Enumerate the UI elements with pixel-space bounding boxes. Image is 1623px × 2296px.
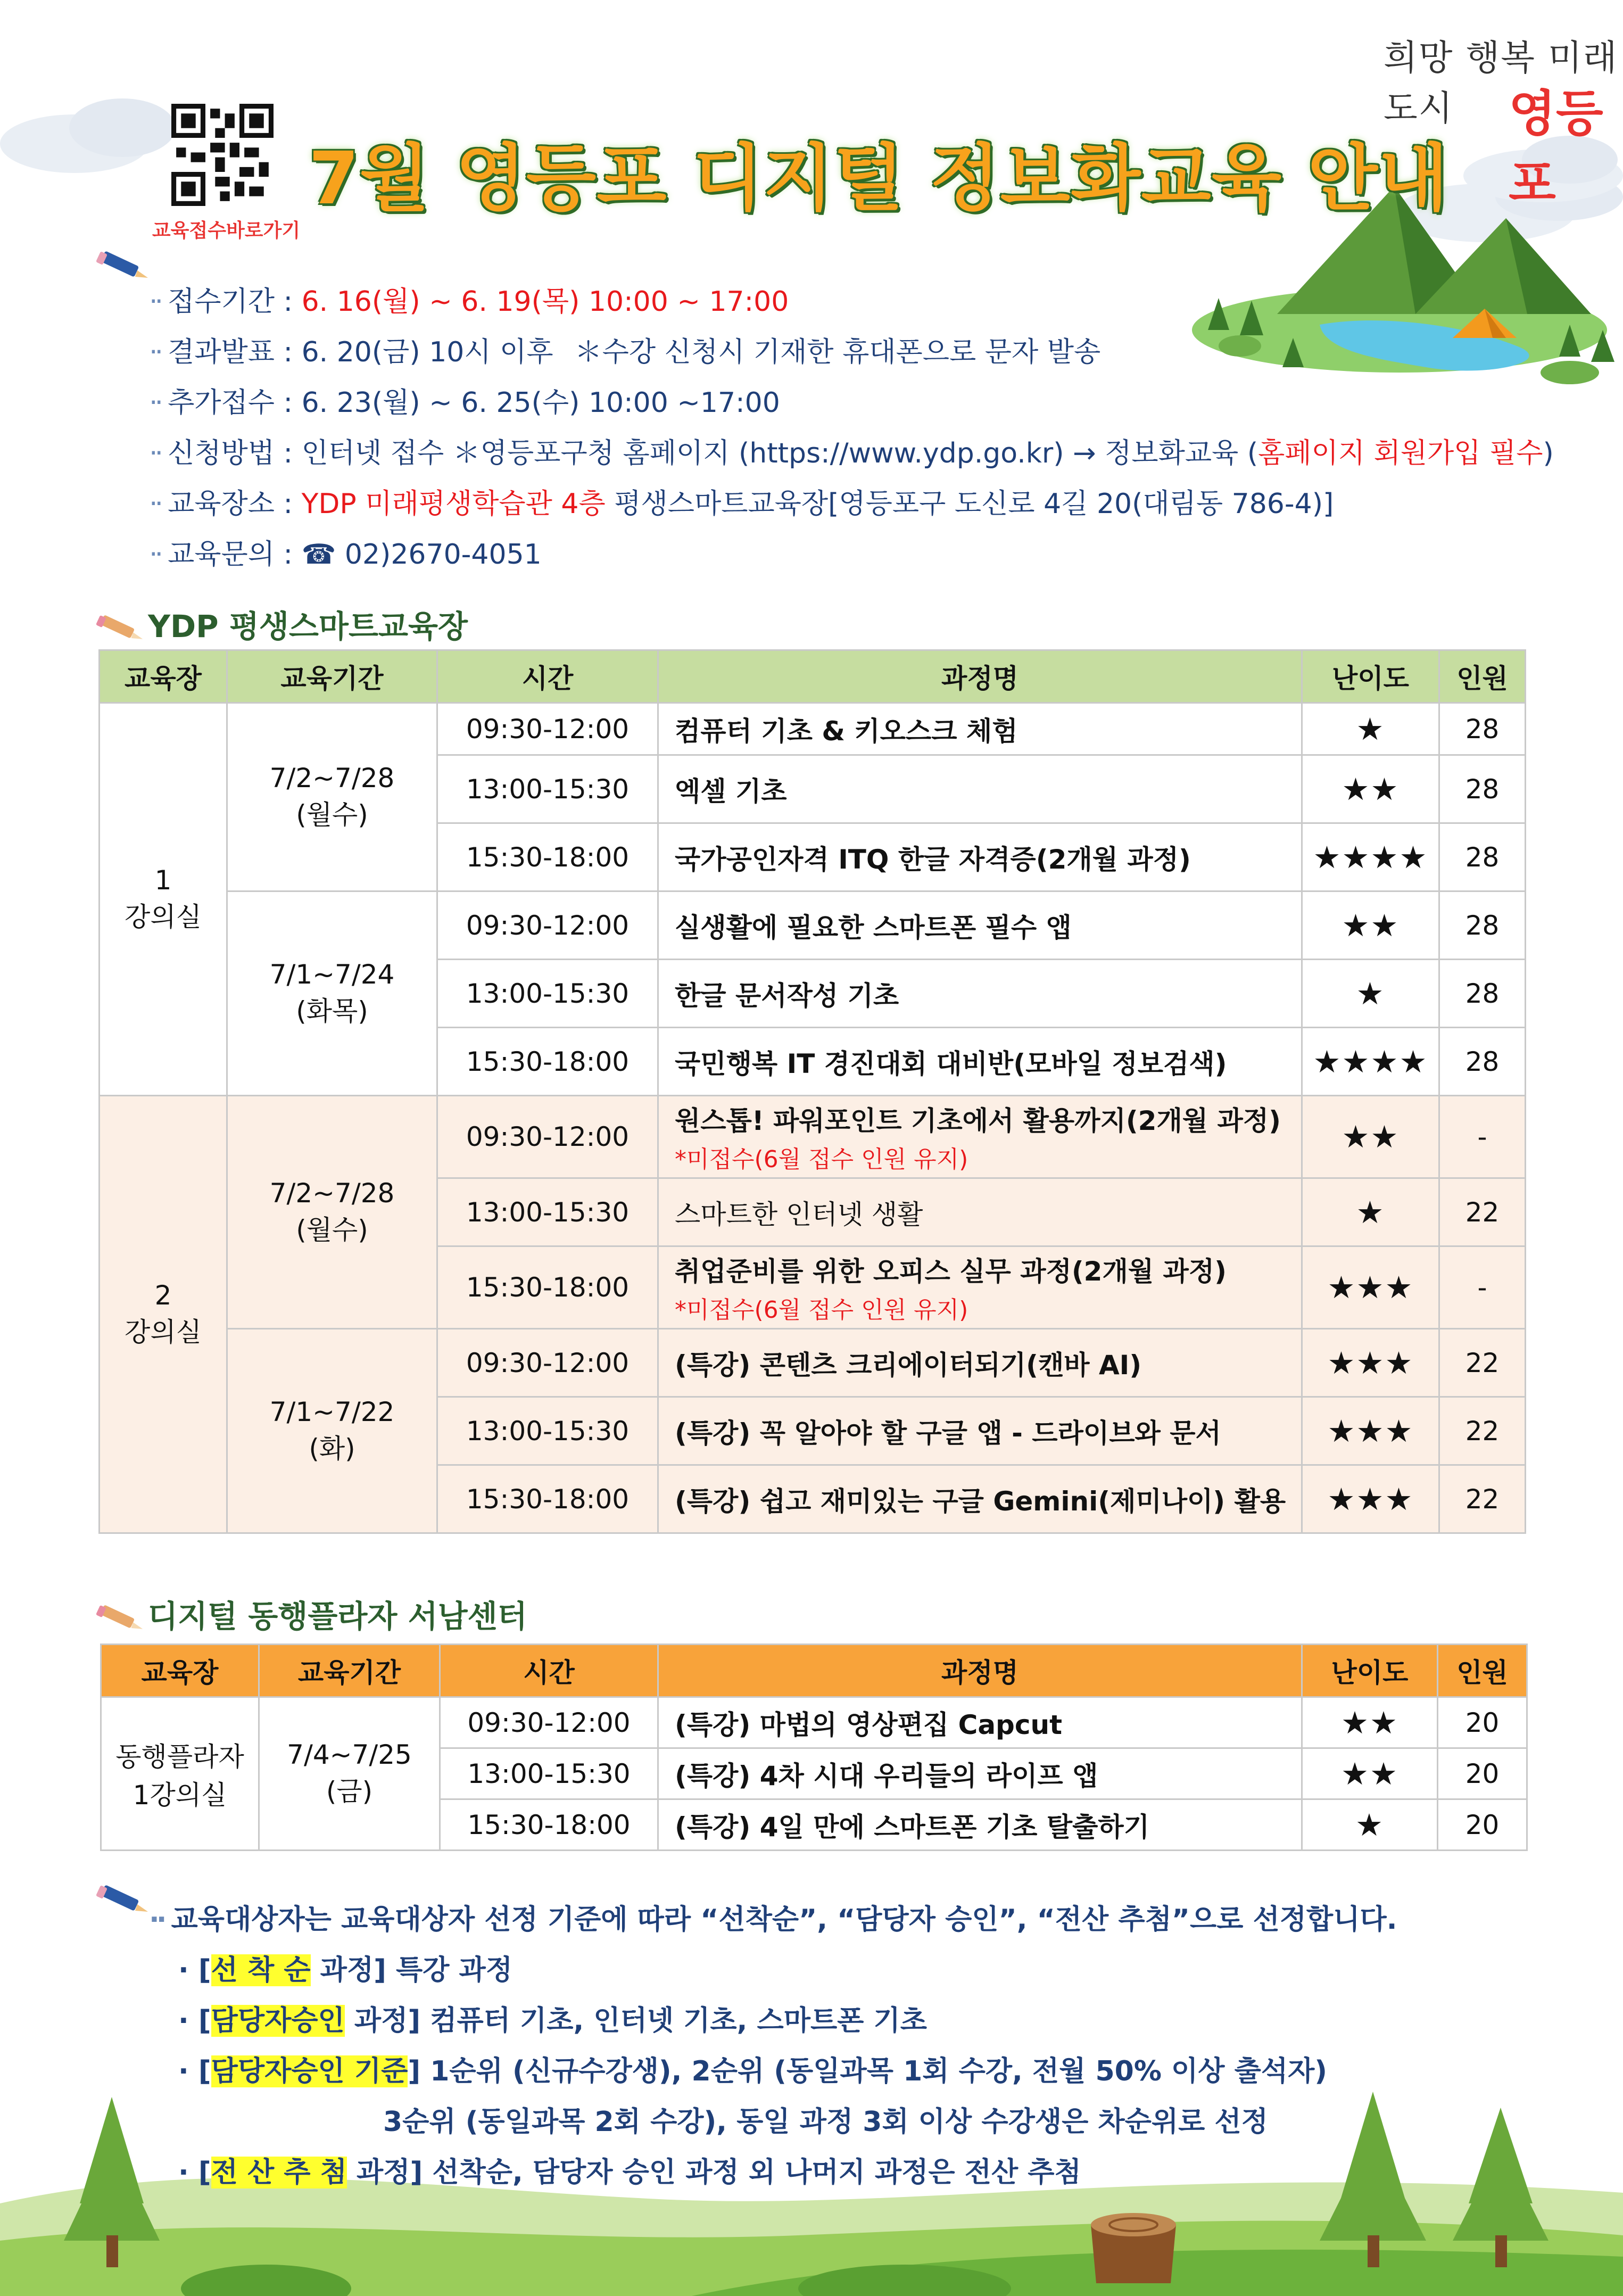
info-list: [149, 277, 1554, 580]
info-result: ·· 결과발표 : 6. 20(금) 10시 이후 ＊수강 신청시 기재한 휴대폰으로 문자 발송: [149, 336, 1101, 368]
time-cell: 09:30-12:00: [440, 1697, 658, 1748]
info-contact: ·· 교육문의 : ☎ 02)2670-4051: [149, 539, 542, 571]
level-cell: ★★★: [1302, 1397, 1439, 1465]
pencil-icon: [96, 245, 149, 287]
time-cell: 15:30-18:00: [440, 1799, 658, 1851]
course-cell: (특강) 콘텐츠 크리에이터되기(캔바 AI): [658, 1329, 1302, 1397]
table-row: [100, 1096, 1526, 1178]
info-extra-apply: ·· 추가접수 : 6. 23(월) ~ 6. 25(수) 10:00 ~17:00: [149, 387, 780, 419]
period-cell: 7/4~7/25 (금): [259, 1697, 440, 1851]
time-cell: 15:30-18:00: [437, 1246, 658, 1329]
level-cell: ★★: [1302, 1748, 1438, 1799]
pencil-icon: [96, 1879, 149, 1921]
count-cell: 22: [1439, 1465, 1526, 1533]
info-method: ·· 신청방법 : 인터넷 접수 ＊영등포구청 홈페이지 (https://www.ydp.go.kr) → 정보화교육 (홈페이지 회원가입 필수): [149, 437, 1554, 469]
table-row: [100, 1329, 1526, 1397]
count-cell: 22: [1439, 1397, 1526, 1465]
note-item: · [담당자승인 기준] 1순위 (신규수강생), 2순위 (동일과목 1회 수강, 전월 50% 이상 출석자): [178, 2055, 1328, 2087]
col-header: 교육기간: [259, 1645, 440, 1697]
schedule-table-plaza: [100, 1643, 1528, 1851]
col-header: 시간: [440, 1645, 658, 1697]
course-cell: 취업준비를 위한 오피스 실무 과정(2개월 과정) *미접수(6월 접수 인원 유지): [658, 1246, 1302, 1329]
pencil-icon: [96, 1597, 144, 1640]
qr-code[interactable]: [171, 104, 274, 206]
page-title: 7월 영등포 디지털 정보화교육 안내: [309, 137, 1449, 221]
count-cell: 28: [1439, 755, 1526, 823]
course-cell: (특강) 4차 시대 우리들의 라이프 앱: [658, 1748, 1302, 1799]
time-cell: 09:30-12:00: [437, 1329, 658, 1397]
pencil-icon: [96, 607, 144, 650]
level-cell: ★★: [1302, 1697, 1438, 1748]
time-cell: 15:30-18:00: [437, 823, 658, 891]
period-cell: 7/2~7/28 (월수): [227, 1096, 437, 1329]
col-header: 교육장: [100, 650, 227, 703]
table-row: [100, 891, 1526, 960]
count-cell: 20: [1438, 1748, 1527, 1799]
note-continuation: 3순위 (동일과목 2회 수강), 동일 과정 3회 이상 수강생은 차순위로 선정: [383, 2106, 1268, 2138]
col-header: 인원: [1439, 650, 1526, 703]
course-cell: 국가공인자격 ITQ 한글 자격증(2개월 과정): [658, 823, 1302, 891]
col-header: 난이도: [1302, 1645, 1438, 1697]
course-cell: (특강) 마법의 영상편집 Capcut: [658, 1697, 1302, 1748]
level-cell: ★★★: [1302, 1329, 1439, 1397]
course-cell: 원스톱! 파워포인트 기초에서 활용까지(2개월 과정) *미접수(6월 접수 인원 유지): [658, 1096, 1302, 1178]
table-row: [101, 1697, 1527, 1748]
level-cell: ★★★: [1302, 1246, 1439, 1329]
course-cell: 컴퓨터 기초 & 키오스크 체험: [658, 703, 1302, 755]
col-header: 시간: [437, 650, 658, 703]
time-cell: 15:30-18:00: [437, 1465, 658, 1533]
table-header-row: [100, 650, 1526, 703]
period-cell: 7/1~7/24 (화목): [227, 891, 437, 1096]
website-link[interactable]: 인터넷 접수 ＊영등포구청 홈페이지 (https://www.ydp.go.kr) → 정보화교육 (: [301, 437, 1258, 469]
course-cell: (특강) 꼭 알아야 할 구글 앱 - 드라이브와 문서: [658, 1397, 1302, 1465]
col-header: 인원: [1438, 1645, 1527, 1697]
section-heading-ydp: YDP 평생스마트교육장: [96, 601, 468, 650]
level-cell: ★: [1302, 1799, 1438, 1851]
count-cell: 28: [1439, 960, 1526, 1028]
time-cell: 09:30-12:00: [437, 703, 658, 755]
course-cell: 국민행복 IT 경진대회 대비반(모바일 정보검색): [658, 1028, 1302, 1096]
time-cell: 13:00-15:30: [440, 1748, 658, 1799]
table-row: [100, 703, 1526, 755]
note-item: · [선 착 순 과정] 특강 과정: [178, 1954, 512, 1986]
level-cell: ★★★★: [1302, 823, 1439, 891]
level-cell: ★★: [1302, 891, 1439, 960]
col-header: 과정명: [658, 650, 1302, 703]
level-cell: ★★: [1302, 1096, 1439, 1178]
course-cell: 실생활에 필요한 스마트폰 필수 앱: [658, 891, 1302, 960]
note-item: · [전 산 추 첨 과정] 선착순, 담당자 승인 과정 외 나머지 과정은 전산 추첨: [178, 2157, 1081, 2188]
level-cell: ★★: [1302, 755, 1439, 823]
note-item: · [담당자승인 과정] 컴퓨터 기초, 인터넷 기초, 스마트폰 기초: [178, 2005, 927, 2037]
time-cell: 09:30-12:00: [437, 891, 658, 960]
count-cell: 20: [1438, 1799, 1527, 1851]
room-cell: 2 강의실: [100, 1096, 227, 1533]
time-cell: 13:00-15:30: [437, 1397, 658, 1465]
count-cell: 28: [1439, 1028, 1526, 1096]
info-apply-period: ·· 접수기간 : 6. 16(월) ~ 6. 19(목) 10:00 ~ 17:00: [149, 286, 789, 318]
count-cell: 28: [1439, 891, 1526, 960]
time-cell: 13:00-15:30: [437, 960, 658, 1028]
selection-notes: [149, 1895, 1397, 2198]
brand-logo: 영등포: [1509, 85, 1603, 212]
count-cell: 22: [1439, 1329, 1526, 1397]
level-cell: ★★★★: [1302, 1028, 1439, 1096]
col-header: 난이도: [1302, 650, 1439, 703]
table-header-row: [101, 1645, 1527, 1697]
level-cell: ★: [1302, 703, 1439, 755]
count-cell: 22: [1439, 1178, 1526, 1246]
room-cell: 1 강의실: [100, 703, 227, 1096]
section-heading-plaza: 디지털 동행플라자 서남센터: [96, 1591, 527, 1640]
course-cell: 한글 문서작성 기초: [658, 960, 1302, 1028]
col-header: 교육기간: [227, 650, 437, 703]
col-header: 교육장: [101, 1645, 259, 1697]
time-cell: 13:00-15:30: [437, 1178, 658, 1246]
level-cell: ★: [1302, 960, 1439, 1028]
course-cell: 엑셀 기초: [658, 755, 1302, 823]
period-cell: 7/1~7/22 (화): [227, 1329, 437, 1533]
course-cell: (특강) 쉽고 재미있는 구글 Gemini(제미나이) 활용: [658, 1465, 1302, 1533]
level-cell: ★: [1302, 1178, 1439, 1246]
room-cell: 동행플라자 1강의실: [101, 1697, 259, 1851]
count-cell: -: [1439, 1096, 1526, 1178]
slogan: 희망 행복 미래도시: [1384, 37, 1618, 129]
course-cell: (특강) 4일 만에 스마트폰 기초 탈출하기: [658, 1799, 1302, 1851]
count-cell: 20: [1438, 1697, 1527, 1748]
count-cell: -: [1439, 1246, 1526, 1329]
schedule-table-ydp: [98, 649, 1526, 1534]
count-cell: 28: [1439, 703, 1526, 755]
col-header: 과정명: [658, 1645, 1302, 1697]
qr-caption: 교육접수바로가기: [152, 220, 301, 242]
phone-number[interactable]: ☎ 02)2670-4051: [301, 539, 542, 571]
period-cell: 7/2~7/28 (월수): [227, 703, 437, 891]
notes-intro: ·· 교육대상자는 교육대상자 선정 기준에 따라 “선착순”, “담당자 승인”, “전산 추첨”으로 선정합니다.: [149, 1904, 1397, 1936]
time-cell: 15:30-18:00: [437, 1028, 658, 1096]
course-cell: 스마트한 인터넷 생활: [658, 1178, 1302, 1246]
time-cell: 13:00-15:30: [437, 755, 658, 823]
time-cell: 09:30-12:00: [437, 1096, 658, 1178]
level-cell: ★★★: [1302, 1465, 1439, 1533]
info-location: ·· 교육장소 : YDP 미래평생학습관 4층 평생스마트교육장[영등포구 도신로 4길 20(대림동 786-4)]: [149, 488, 1334, 520]
count-cell: 28: [1439, 823, 1526, 891]
